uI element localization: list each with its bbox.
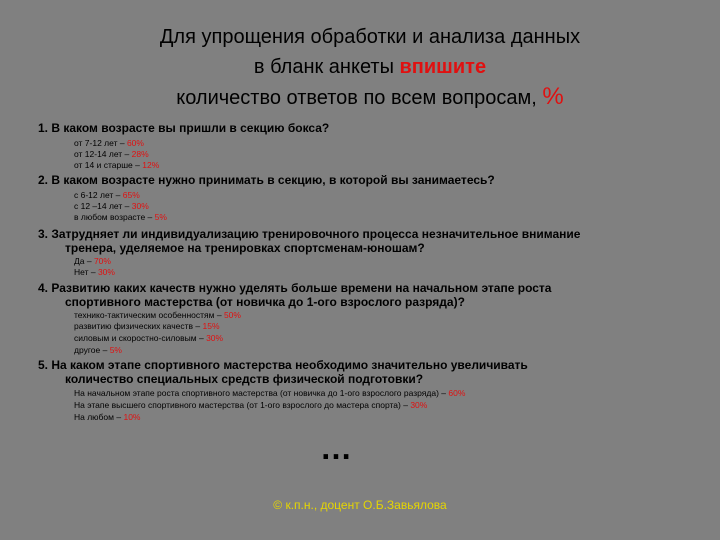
question-4-line-1: 4. Развитию каких качеств нужно уделять больше времени на начальном этапе роста	[38, 281, 552, 295]
q4-option-1: технико-тактическим особенностям – 50%	[74, 310, 241, 320]
q1-option-1: от 7-12 лет – 60%	[74, 138, 144, 148]
title-line-1: Для упрощения обработки и анализа данных	[159, 26, 581, 48]
q4-option-3: силовым и скоростно-силовым – 30%	[74, 333, 224, 343]
q1-option-2: от 12-14 лет – 28%	[74, 149, 149, 159]
q2-option-2: с 12 –14 лет – 30%	[74, 201, 149, 211]
question-4	[38, 281, 678, 309]
question-5-line-2: количество специальных средств физической подготовки?	[65, 372, 424, 386]
author-credit: © к.п.н., доцент О.Б.Завьялова	[273, 498, 447, 512]
question-5-line-1: 5. На каком этапе спортивного мастерства необходимо значительно увеличивать	[38, 358, 528, 372]
title-line-3-text: количество ответов по всем вопросам,	[176, 87, 537, 109]
title-line-3	[60, 82, 680, 113]
title-line-2	[60, 52, 680, 82]
question-3-line-2: тренера, уделяемое на тренировках спортсменам-юношам?	[65, 241, 425, 255]
q5-option-1: На начальном этапе роста спортивного мастерства (от новичка до 1-ого взрослого разряда) – 60%	[74, 388, 466, 398]
q2-option-1: с 6-12 лет – 65%	[74, 190, 140, 200]
percent-symbol: %	[542, 83, 564, 110]
question-5	[38, 358, 678, 386]
slide-title	[60, 22, 680, 113]
question-1: 1. В каком возрасте вы пришли в секцию бокса?	[38, 121, 330, 135]
q5-option-3: На любом – 10%	[74, 412, 141, 422]
q3-option-1: Да – 70%	[74, 256, 111, 266]
q5-option-2: На этапе высшего спортивного мастерства (от 1-ого взрослого до мастера спорта) – 30%	[74, 400, 428, 410]
question-3-line-1: 3. Затрудняет ли индивидуализацию тренировочного процесса незначительное внимание	[38, 227, 581, 241]
question-2: 2. В каком возрасте нужно принимать в секцию, в которой вы занимаетесь?	[38, 173, 495, 187]
question-4-line-2: спортивного мастерства (от новичка до 1-ого взрослого разряда)?	[65, 295, 465, 309]
q1-option-3: от 14 и старше – 12%	[74, 160, 160, 170]
title-line-2-text: в бланк анкеты	[253, 56, 394, 78]
q3-option-2: Нет – 30%	[74, 267, 115, 277]
q4-option-2: развитию физических качеств – 15%	[74, 321, 220, 331]
q2-option-3: в любом возрасте – 5%	[74, 212, 167, 222]
question-3	[38, 227, 678, 255]
ellipsis: …	[320, 430, 354, 466]
q4-option-4: другое – 5%	[74, 345, 122, 355]
title-highlight: впишите	[399, 56, 487, 78]
